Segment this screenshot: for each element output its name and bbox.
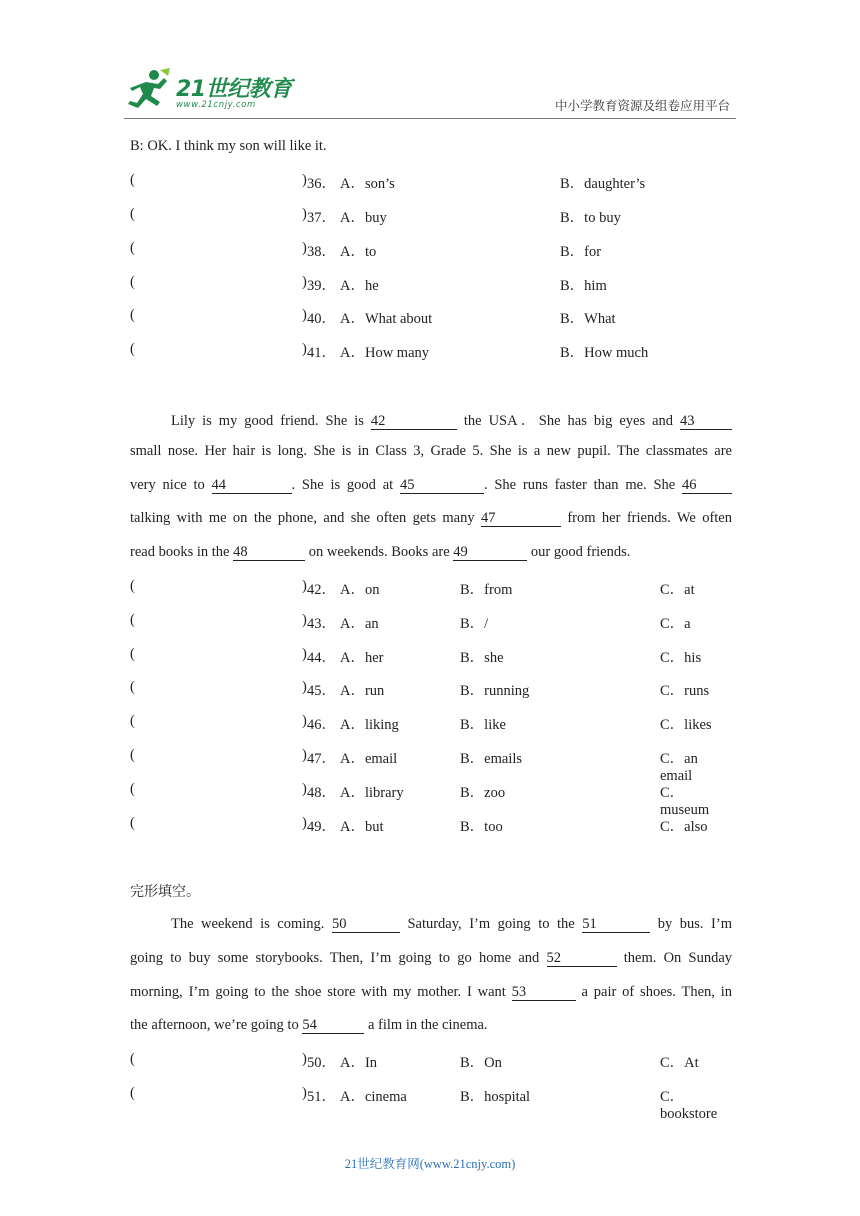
blank-43: 43	[680, 414, 732, 430]
option-a: A．library	[340, 785, 404, 801]
option-a: A．cinema	[340, 1089, 407, 1105]
answer-paren-close: )	[302, 1051, 307, 1067]
answer-paren-open: (	[130, 815, 135, 831]
passage-line	[130, 950, 732, 967]
question-36	[130, 172, 732, 192]
answer-paren-open: (	[130, 274, 135, 290]
blank-44: 44	[212, 478, 292, 494]
passage-line	[130, 510, 732, 527]
question-number: 51．	[307, 1089, 336, 1105]
option-b: B．running	[460, 683, 530, 699]
option-c: C．likes	[660, 717, 712, 733]
option-c: C．At	[660, 1055, 699, 1071]
question-number: 38．	[307, 244, 336, 260]
option-b: B．What	[560, 311, 616, 327]
option-b: B．to buy	[560, 210, 621, 226]
question-number: 44．	[307, 650, 336, 666]
option-a: A．run	[340, 683, 385, 699]
blank-46: 46	[682, 478, 732, 494]
passage-text: The weekend is coming.	[171, 916, 332, 932]
answer-paren-open: (	[130, 781, 135, 797]
answer-paren-open: (	[130, 646, 135, 662]
question-42	[130, 578, 732, 598]
question-number: 36．	[307, 176, 336, 192]
passage-text: . She is good at	[291, 477, 400, 493]
passage-text: talking with me on the phone, and she often gets many	[130, 510, 481, 526]
option-c: C．his	[660, 650, 702, 666]
header-tagline: 中小学教育资源及组卷应用平台	[554, 98, 730, 113]
option-b: B．him	[560, 278, 607, 294]
passage-line	[130, 916, 732, 933]
option-b: B．for	[560, 244, 602, 260]
passage-text: morning, I’m going to the shoe store with my mother. I want	[130, 984, 512, 1000]
logo-subtext: www.21cnjy.com	[176, 100, 256, 110]
question-number: 46．	[307, 717, 336, 733]
answer-paren-close: )	[302, 781, 307, 797]
question-47	[130, 747, 732, 784]
site-logo	[124, 68, 294, 114]
passage-text: a film in the cinema.	[364, 1017, 488, 1033]
question-46	[130, 713, 732, 733]
option-a: A．an	[340, 616, 379, 632]
answer-paren-close: )	[302, 240, 307, 256]
passage-line	[130, 409, 732, 430]
page-footer[interactable]: 21世纪教育网(www.21cnjy.com)	[344, 1157, 516, 1171]
question-43	[130, 612, 732, 632]
option-b: B．hospital	[460, 1089, 531, 1105]
passage-text: the afternoon, we’re going to	[130, 1017, 303, 1033]
dialogue-line: B: OK. I think my son will like it.	[130, 138, 327, 154]
passage-text: our good friends.	[527, 544, 631, 560]
answer-paren-close: )	[302, 679, 307, 695]
answer-paren-close: )	[302, 747, 307, 763]
answer-paren-open: (	[130, 679, 135, 695]
question-51	[130, 1085, 732, 1122]
answer-paren-close: )	[302, 1085, 307, 1101]
answer-paren-open: (	[130, 1051, 135, 1067]
passage-text: very nice to	[130, 477, 212, 493]
blank-47: 47	[481, 511, 561, 527]
answer-paren-open: (	[130, 578, 135, 594]
question-49	[130, 815, 732, 835]
answer-paren-open: (	[130, 206, 135, 222]
blank-54: 54	[302, 1018, 364, 1034]
answer-paren-close: )	[302, 307, 307, 323]
passage-text: Lily is my good friend. She is	[171, 413, 371, 429]
passage-line	[130, 984, 732, 1001]
runner-logo-icon	[124, 68, 174, 114]
answer-paren-open: (	[130, 240, 135, 256]
answer-paren-close: )	[302, 612, 307, 628]
option-b: B．she	[460, 650, 504, 666]
question-39	[130, 274, 732, 294]
answer-paren-open: (	[130, 612, 135, 628]
blank-53: 53	[512, 985, 576, 1001]
question-number: 43．	[307, 616, 336, 632]
blank-50: 50	[332, 917, 400, 933]
option-b: B．/	[460, 616, 489, 632]
option-c: C．runs	[660, 683, 710, 699]
passage-text: them. On Sunday	[616, 950, 733, 966]
logo-text: 21世纪教育	[176, 77, 292, 102]
passage-line	[130, 544, 732, 561]
question-48	[130, 781, 732, 818]
option-a: A．son’s	[340, 176, 395, 192]
blank-48: 48	[233, 545, 305, 561]
option-c: C．a	[660, 616, 691, 632]
question-37	[130, 206, 732, 226]
answer-paren-close: )	[302, 172, 307, 188]
option-a: A．liking	[340, 717, 399, 733]
question-50	[130, 1051, 732, 1071]
question-number: 41．	[307, 345, 336, 361]
question-38	[130, 240, 732, 260]
answer-paren-close: )	[302, 713, 307, 729]
question-41	[130, 341, 732, 361]
passage-text: the USA．She has big eyes and	[456, 413, 680, 429]
option-c: C．also	[660, 819, 708, 835]
passage-text: a pair of shoes. Then, in	[575, 984, 732, 1000]
option-a: A．he	[340, 278, 379, 294]
answer-paren-close: )	[302, 206, 307, 222]
option-b: B．emails	[460, 751, 523, 767]
option-c: C．museum	[660, 785, 710, 818]
option-a: A．email	[340, 751, 398, 767]
question-number: 42．	[307, 582, 336, 598]
passage-line	[130, 477, 732, 494]
passage-text: on weekends. Books are	[305, 544, 454, 560]
passage-line	[130, 1017, 732, 1034]
answer-paren-open: (	[130, 747, 135, 763]
option-a: A．What about	[340, 311, 433, 327]
question-number: 37．	[307, 210, 336, 226]
option-a: A．buy	[340, 210, 387, 226]
answer-paren-open: (	[130, 172, 135, 188]
passage-text: Saturday, I’m going to the	[399, 916, 583, 932]
option-c: C．an email	[660, 751, 698, 784]
answer-paren-close: )	[302, 341, 307, 357]
answer-paren-open: (	[130, 341, 135, 357]
answer-paren-open: (	[130, 307, 135, 323]
question-number: 45．	[307, 683, 336, 699]
option-b: B．On	[460, 1055, 502, 1071]
page-header	[0, 0, 860, 125]
option-a: A．on	[340, 582, 380, 598]
option-a: A．her	[340, 650, 384, 666]
blank-49: 49	[453, 545, 527, 561]
option-a: A．to	[340, 244, 377, 260]
blank-45: 45	[400, 478, 484, 494]
answer-paren-open: (	[130, 1085, 135, 1101]
blank-51: 51	[582, 917, 650, 933]
option-b: B．zoo	[460, 785, 506, 801]
question-45	[130, 679, 732, 699]
section-title: 完形填空。	[130, 884, 200, 900]
passage-line: small nose. Her hair is long. She is in Class 3, Grade 5. She is a new pupil. The classmates are	[130, 443, 732, 459]
passage-text: going to buy some storybooks. Then, I’m going to go home and	[130, 950, 547, 966]
option-b: B．like	[460, 717, 506, 733]
question-44	[130, 646, 732, 666]
question-40	[130, 307, 732, 327]
blank-52: 52	[547, 951, 617, 967]
answer-paren-open: (	[130, 713, 135, 729]
option-b: B．too	[460, 819, 503, 835]
blank-42: 42	[371, 414, 457, 430]
answer-paren-close: )	[302, 815, 307, 831]
question-number: 40．	[307, 311, 336, 327]
option-a: A．How many	[340, 345, 430, 361]
question-number: 47．	[307, 751, 336, 767]
passage-text: by bus. I’m	[650, 916, 732, 932]
option-a: A．In	[340, 1055, 378, 1071]
passage-text: read books in the	[130, 544, 234, 560]
question-number: 39．	[307, 278, 336, 294]
question-number: 50．	[307, 1055, 336, 1071]
answer-paren-close: )	[302, 274, 307, 290]
passage-text: . She runs faster than me. She	[483, 477, 682, 493]
header-divider	[124, 118, 736, 119]
question-number: 48．	[307, 785, 336, 801]
option-b: B．How much	[560, 345, 649, 361]
option-b: B．daughter’s	[560, 176, 646, 192]
option-a: A．but	[340, 819, 384, 835]
passage-text: from her friends. We often	[560, 510, 732, 526]
answer-paren-close: )	[302, 646, 307, 662]
option-c: C．bookstore	[660, 1089, 718, 1122]
answer-paren-close: )	[302, 578, 307, 594]
option-b: B．from	[460, 582, 513, 598]
option-c: C．at	[660, 582, 695, 598]
question-number: 49．	[307, 819, 336, 835]
